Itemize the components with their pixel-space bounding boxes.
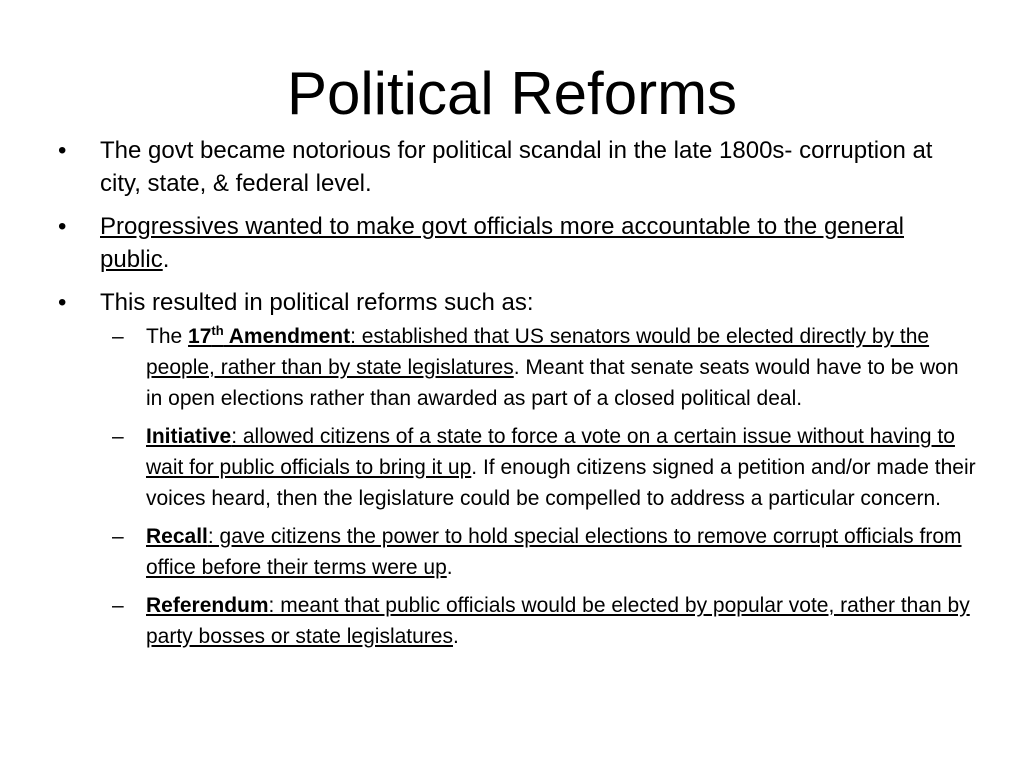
sub-item-17th-amendment [58,321,978,414]
sub-item-definition: : allowed citizens of a state to force a vote on a certain issue without having to wait for public officials to bring it up [146,425,955,479]
sub-item-definition: : meant that public officials would be elected by popular vote, rather than by party bosses or state legislatures [146,594,970,648]
dash-marker: – [112,525,124,548]
sub-item-definition: : gave citizens the power to hold special elections to remove corrupt officials from office before their terms were up [146,525,962,579]
bullet-text: This resulted in political reforms such as: [100,289,534,316]
bullet-marker: • [58,213,67,240]
sub-item-rest: . If enough citizens signed a petition and/or made their voices heard, then the legislature could be compelled to address a particular concern. [146,456,976,510]
sub-item-term [188,325,350,348]
sub-item-referendum [58,590,978,652]
bullet-list [58,134,978,662]
sub-item-recall [58,521,978,583]
bullet-text-end: . [162,246,170,273]
bullet-item-progressives [58,210,978,276]
dash-marker: – [112,425,124,448]
sub-item-rest: . [452,625,459,648]
dash-marker: – [112,594,124,617]
sub-item-definition: : established that US senators would be elected directly by the people, rather than by state legislatures [146,325,930,379]
bullet-item-reforms [58,286,978,652]
term-word: Amendment [223,325,351,348]
bullet-marker: • [58,137,67,164]
sub-item-rest: . Meant that senate seats would have to be won in open elections rather than awarded as part of a closed political deal. [146,356,959,410]
sub-item-initiative [58,421,978,514]
sub-item-term: Initiative [146,425,232,448]
term-number: 17 [188,325,212,348]
slide-title: Political Reforms [286,60,738,127]
sub-item-term: Recall [146,525,208,548]
bullet-text: The govt became notorious for political scandal in the late 1800s- corruption at city, state, & federal level. [100,137,933,197]
sub-bullet-list [100,321,978,652]
bullet-item-scandal [58,134,978,200]
bullet-marker: • [58,289,67,316]
term-superscript: th [211,323,224,338]
sub-item-term: Referendum [146,594,269,617]
bullet-text-underlined: Progressives wanted to make govt officials more accountable to the general public [100,213,904,273]
dash-marker: – [112,325,124,348]
sub-item-prefix: The [146,325,189,348]
sub-item-rest: . [446,556,453,579]
